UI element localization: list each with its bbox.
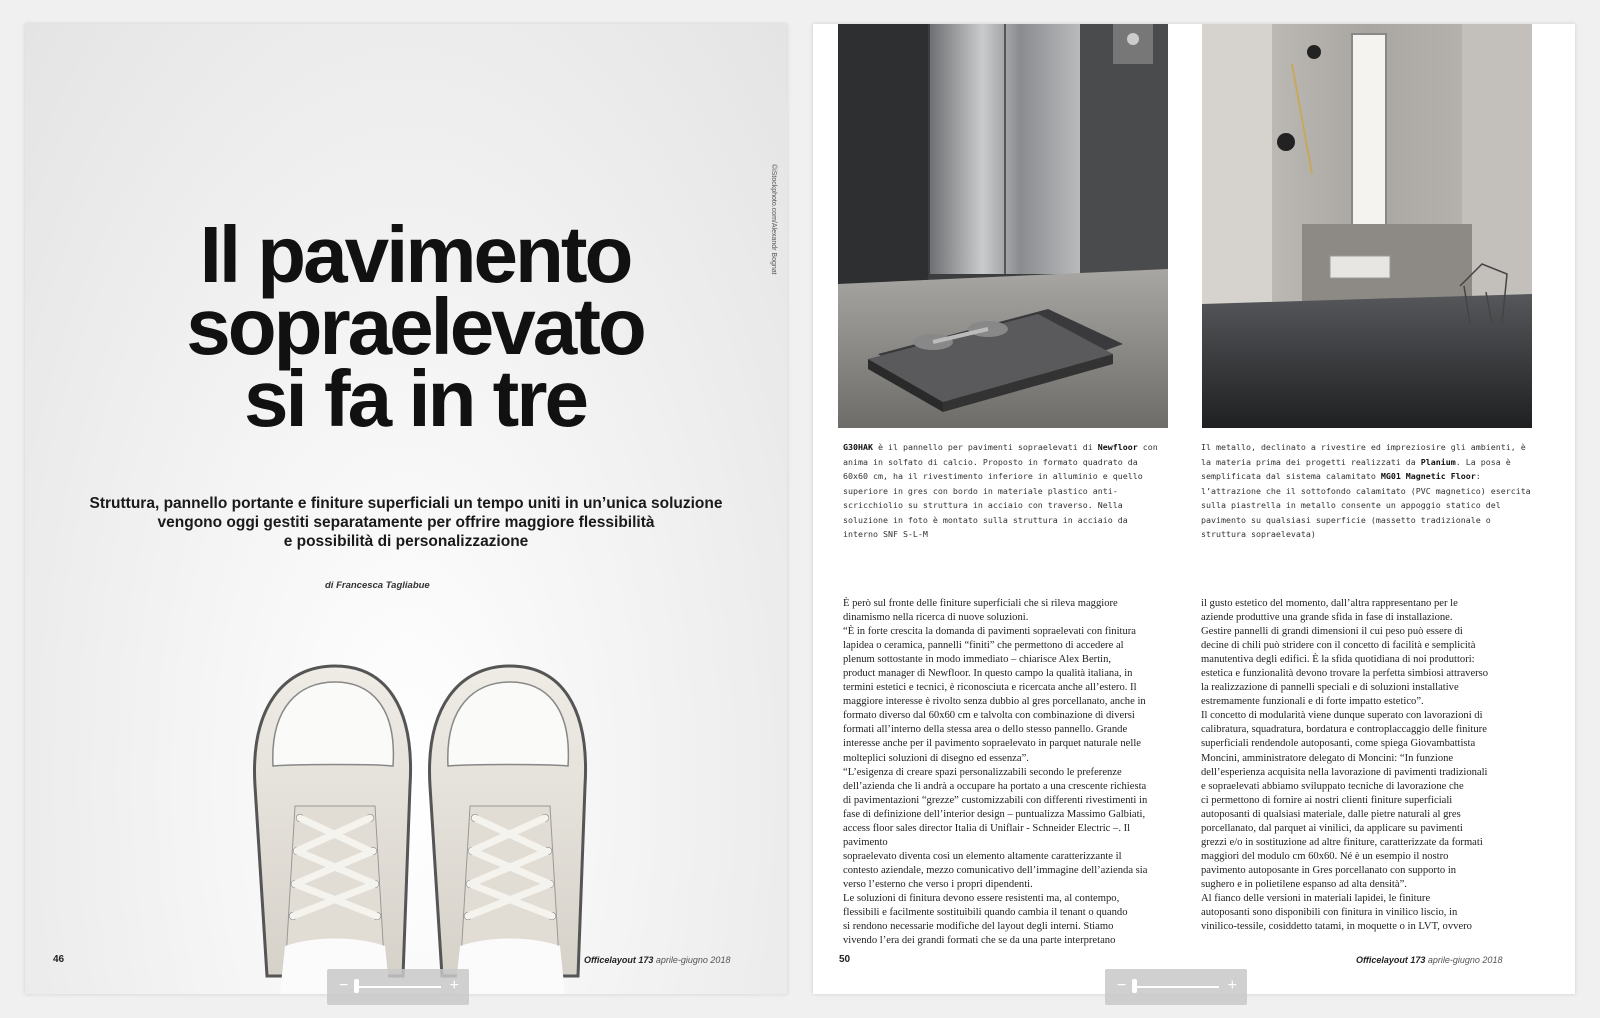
article-text-line: sopraelevato diventa così un elemento altamente caratterizzante il xyxy=(843,850,1122,862)
elevator-floor-photo xyxy=(838,24,1168,428)
headline-line: Il pavimento xyxy=(199,210,631,299)
headline-line: si fa in tre xyxy=(244,354,586,443)
article-text-line: Le soluzioni di finitura devono essere resistenti ma, al contempo, xyxy=(843,892,1120,904)
magazine-issue: aprile-giugno 2018 xyxy=(655,955,731,965)
page-number: 46 xyxy=(53,954,65,965)
article-byline: di Francesca Tagliabue xyxy=(325,580,430,591)
article-text-line: autoposanti di qualsiasi materiale, dalle pietre naturali al gres xyxy=(1201,808,1461,820)
article-text-line: flessibili e facilmente sostituibili quando cambia il tenant o quando xyxy=(843,907,1128,919)
article-text-line: aziende produttive una grande sfida in fase di installazione. xyxy=(1201,612,1453,624)
magazine-issue: aprile-giugno 2018 xyxy=(1427,955,1503,965)
article-text-line: access floor sales director Italia di Uniflair - Schneider Electric –. Il pavimento xyxy=(843,822,1131,848)
article-text-line: “L’esigenza di creare spazi personalizzabili secondo le preferenze xyxy=(843,766,1122,778)
magazine-footer xyxy=(584,955,730,965)
article-text-line: maggiori del modulo cm 60x60. Né è un esempio il nostro xyxy=(1201,850,1449,862)
article-text-line: Moncini, amministratore delegato di Moncini: “In funzione xyxy=(1201,752,1454,764)
article-text-line: la realizzazione di pannelli speciali e di soluzioni installative xyxy=(1201,682,1459,694)
article-text-line: Al fianco delle versioni in materiali lapidei, le finiture xyxy=(1201,892,1431,904)
article-text-line: dell’esperienza acquisita nella lavorazione di pavimenti tradizionali xyxy=(1201,766,1488,778)
article-text-line: estremamente funzionali e di forte impatto estetico”. xyxy=(1201,696,1424,708)
brand-name: Newfloor xyxy=(1097,442,1138,452)
brand-name: Planium xyxy=(1420,456,1456,467)
zoom-slider-left[interactable] xyxy=(327,969,469,1005)
product-name: G30HAK xyxy=(843,442,873,452)
photo-caption-left xyxy=(843,440,1163,542)
subtitle-line: e possibilità di personalizzazione xyxy=(283,533,529,550)
article-text-line: vinilico-tessile, cosiddetto tatami, in moquette o in LVT, ovvero xyxy=(1201,921,1472,933)
article-text-line: pavimento autoposante in Gres porcellanato con supporto in xyxy=(1201,864,1457,876)
caption-text: Il metallo, declinato a rivestire ed impreziosire gli ambienti, è la materia prima dei progetti realizzati da xyxy=(1201,442,1526,467)
sneakers-photo xyxy=(225,646,605,994)
article-text-line: interesse anche per il pavimento sopraelevato in parquet naturale nelle xyxy=(843,738,1141,750)
article-column-left xyxy=(843,597,1173,948)
article-text-line: formati all’interno della stessa area o dello stesso pannello. Grande xyxy=(843,724,1128,736)
magazine-name: Officelayout 173 xyxy=(1356,955,1426,965)
page-number: 50 xyxy=(839,954,851,965)
article-text-line: manutentiva degli edifici. È la sfida quotidiana di noi produttori: xyxy=(1201,654,1475,666)
article-text-line: estetica e funzionalità devono trovare la perfetta simbiosi attraverso xyxy=(1201,668,1489,680)
zoom-in-button[interactable]: + xyxy=(1227,977,1237,994)
article-text-line: vivendo l’era dei grandi formati che se da una parte interpretano xyxy=(843,935,1116,947)
caption-text: . La posa è semplificata dal sistema calamitato xyxy=(1201,456,1511,481)
zoom-out-button[interactable]: − xyxy=(339,977,349,994)
article-text-line: dinamismo nella ricerca di nuove soluzioni. xyxy=(843,612,1029,624)
subtitle-line: Struttura, pannello portante e finiture superficiali un tempo uniti in un’unica soluzione xyxy=(89,495,723,512)
article-text-line: superficiali rendendole autoposanti, come spiega Giovambattista xyxy=(1201,738,1476,750)
product-name: MG01 Magnetic Floor xyxy=(1380,471,1476,481)
zoom-handle[interactable] xyxy=(354,979,359,993)
article-text-line: molteplici soluzioni di disegno ed essenza”. xyxy=(843,752,1029,764)
magazine-page-left xyxy=(25,24,787,994)
article-text-line: dell’azienda che li andrà a occupare ha portato a una crescente richiesta xyxy=(843,780,1147,792)
zoom-in-button[interactable]: + xyxy=(449,977,459,994)
article-text-line: Il concetto di modularità viene dunque superato con lavorazioni di xyxy=(1201,710,1483,722)
magazine-footer xyxy=(1356,955,1502,965)
article-text-line: product manager di Newfloor. In questo campo la qualità italiana, in xyxy=(843,668,1133,680)
zoom-handle[interactable] xyxy=(1132,979,1137,993)
zoom-slider-right[interactable] xyxy=(1105,969,1247,1005)
article-text-line: “È in forte crescita la domanda di pavimenti sopraelevati con finitura xyxy=(843,626,1136,638)
article-text-line: calibratura, squadratura, bordatura e controplaccaggio delle finiture xyxy=(1201,724,1487,736)
article-text-line: fase di definizione dell’interior design – puntualizza Massimo Galbiati, xyxy=(843,808,1146,820)
photo-credit: ©iStockphoto.com/Alexandr Bognat xyxy=(770,164,777,275)
zoom-track[interactable] xyxy=(355,986,441,988)
headline-line: sopraelevato xyxy=(186,282,644,371)
article-text-line: autoposanti sono disponibili con finitura in vinilico liscio, in xyxy=(1201,907,1458,919)
article-text-line: il gusto estetico del momento, dall’altra rappresentano per le xyxy=(1201,598,1458,609)
article-text-line: porcellanato, dal parquet ai vinilici, da applicare su pavimenti xyxy=(1201,822,1463,834)
subtitle-line: vengono oggi gestiti separatamente per offrire maggiore flessibilità xyxy=(157,514,655,531)
article-text-line: decine di chili può stridere con il concetto di facilità e semplicità xyxy=(1201,640,1476,652)
article-text-line: di pavimentazioni “grezze” customizzabili con differenti rivestimenti in xyxy=(843,794,1148,806)
article-headline xyxy=(95,210,735,443)
magazine-name: Officelayout 173 xyxy=(584,955,654,965)
article-text-line: e sopraelevati abbiamo sviluppato tecniche di lavorazione che xyxy=(1201,780,1464,792)
article-text-line: termini estetici e tecnici, è riconosciuta e ricercata anche all’estero. Il xyxy=(843,682,1137,694)
zoom-track[interactable] xyxy=(1133,986,1219,988)
caption-text: con anima in solfato di calcio. Proposto in formato quadrato da 60x60 cm, ha il rivestimento inferiore in alluminio e quello superiore in gres con bordo in materiale plastico anti-scricchiolio su struttura in acciaio con traverso. Nella soluzione in foto è montato sulla struttura in acciaio da interno SNF S-L-M xyxy=(843,442,1158,539)
article-text-line: contesto aziendale, mezzo comunicativo dell’immagine dell’azienda sia xyxy=(843,864,1148,876)
article-text-line: plenum sottostante in modo immediato – chiarisce Alex Bertin, xyxy=(843,654,1112,666)
article-text-line: maggiore interesse è rivolto senza dubbio al gres porcellanato, anche in xyxy=(843,696,1146,708)
article-text-line: sughero e in polietilene espanso ad alta densità”. xyxy=(1201,878,1407,890)
magazine-page-right xyxy=(813,24,1575,994)
caption-text: : l’attrazione che il sottofondo calamitato (PVC magnetico) esercita sulla piastrella in metallo consente un appoggio statico del pavimento su qualsiasi superficie (massetto tradizionale o struttura sopraelevata) xyxy=(1201,471,1531,539)
caption-text: è il pannello per pavimenti sopraelevati di xyxy=(872,442,1098,452)
article-text-line: È però sul fronte delle finiture superficiali che si rileva maggiore xyxy=(843,598,1118,609)
corridor-metal-floor-photo xyxy=(1202,24,1532,428)
article-text-line: grezzi e/o in sostituzione ad altre finiture, caratterizzate da formati xyxy=(1201,836,1483,848)
article-subtitle xyxy=(45,494,767,551)
article-text-line: Gestire pannelli di grandi dimensioni il cui peso può essere di xyxy=(1201,626,1463,638)
zoom-out-button[interactable]: − xyxy=(1117,977,1127,994)
photo-caption-right xyxy=(1201,440,1531,542)
article-column-right xyxy=(1201,597,1537,934)
article-text-line: ci permettono di fornire ai nostri clienti finiture superficiali xyxy=(1201,794,1453,806)
article-text-line: verso l’esterno che verso i propri dipendenti. xyxy=(843,878,1033,890)
article-text-line: si rendono necessarie modifiche del layout degli interni. Stiamo xyxy=(843,921,1114,933)
article-text-line: formato diverso dal 60x60 cm e talvolta con combinazione di diversi xyxy=(843,710,1135,722)
article-text-line: lapidea o ceramica, pannelli “finiti” che permettono di accedere al xyxy=(843,640,1124,652)
